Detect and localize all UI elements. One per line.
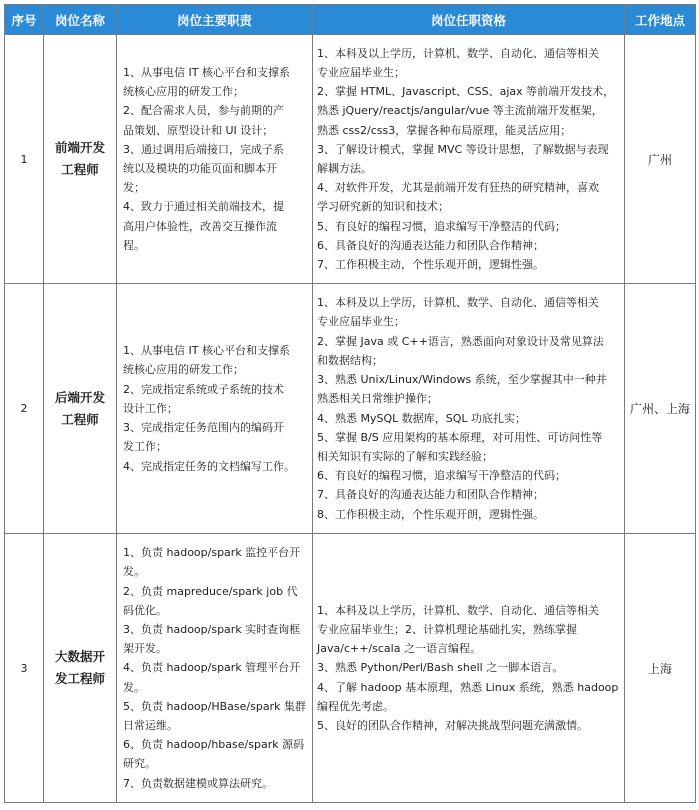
- qualification-line: 6、有良好的编程习惯，追求编写干净整洁的代码；: [317, 469, 566, 483]
- header-row: [5, 5, 696, 35]
- job-positions-table: [4, 4, 696, 803]
- responsibility-line: 3、负责 hadoop/spark 实时查询框: [123, 622, 301, 636]
- qualifications-cell: [313, 534, 625, 803]
- qualification-line: 4、对软件开发，尤其是前端开发有狂热的研究精神，喜欢: [317, 181, 599, 195]
- position-name-line: 后端开发: [54, 389, 105, 405]
- position-name: [44, 534, 117, 803]
- qualification-line: 和数据结构；: [317, 353, 383, 367]
- qualification-line: 1、本科及以上学历，计算机、数学、自动化、通信等相关: [317, 46, 599, 60]
- qualification-line: 2、掌握 Java 或 C++语言，熟悉面向对象设计及常见算法: [317, 334, 604, 348]
- position-name: [44, 284, 117, 534]
- row-serial-number: 2: [5, 284, 44, 534]
- work-location: 广州、上海: [625, 284, 696, 534]
- responsibility-line: 2、负责 mapreduce/spark job 代: [123, 584, 298, 598]
- responsibility-line: 4、致力于通过相关前端技术，提: [123, 200, 284, 214]
- row-serial-number: 1: [5, 35, 44, 284]
- responsibility-line: 统核心应用的研发工作；: [123, 363, 244, 377]
- table-row: [5, 284, 696, 534]
- work-location: 广州: [625, 35, 696, 284]
- responsibility-line: 1、负责 hadoop/spark 监控平台开: [123, 546, 301, 560]
- responsibility-line: 4、完成指定任务的文档编写工作。: [123, 459, 295, 473]
- work-location: 上海: [625, 534, 696, 803]
- responsibility-line: 统核心应用的研发工作；: [123, 85, 244, 99]
- responsibility-line: 发。: [123, 565, 145, 579]
- qualification-line: 5、掌握 B/S 应用架构的基本原理，对可用性、可访问性等: [317, 430, 603, 444]
- responsibility-line: 1、从事电信 IT 核心平台和支撑系: [123, 65, 290, 79]
- qualification-line: 专业应届毕业生；: [317, 315, 405, 329]
- header-serial: 序号: [5, 5, 44, 35]
- responsibility-line: 7、负责数据建模或算法研究。: [123, 776, 273, 790]
- qualification-line: 4、了解 hadoop 基本原理，熟悉 Linux 系统，熟悉 hadoop: [317, 680, 619, 694]
- responsibility-line: 5、负责 hadoop/HBase/spark 集群: [123, 699, 306, 713]
- responsibility-line: 程。: [123, 238, 145, 252]
- job-table-wrapper: [4, 4, 695, 803]
- position-name-line: 前端开发: [54, 140, 105, 155]
- qualification-line: 4、熟悉 MySQL 数据库，SQL 功底扎实；: [317, 411, 527, 425]
- qualification-line: 专业应届毕业生；2、计算机理论基础扎实，熟练掌握: [317, 622, 577, 636]
- qualifications-cell: [313, 35, 625, 284]
- responsibility-line: 2、配合需求人员，参与前期的产: [123, 104, 284, 118]
- responsibility-line: 架开发。: [123, 642, 167, 656]
- qualification-line: 7、具备良好的沟通表达能力和团队合作精神；: [317, 488, 544, 502]
- qualification-line: 熟悉 css2/css3，掌握各种布局原理，能灵活应用；: [317, 123, 572, 137]
- responsibility-line: 6、负责 hadoop/hbase/spark 源码: [123, 738, 305, 752]
- header-qualifications: 岗位任职资格: [313, 5, 625, 35]
- qualification-line: 编程优先考虑。: [317, 699, 394, 713]
- qualification-line: 2、掌握 HTML、Javascript、CSS、ajax 等前端开发技术，: [317, 85, 615, 99]
- header-position-name: 岗位名称: [44, 5, 117, 35]
- responsibility-line: 高用户体验性，改善交互操作流: [123, 219, 277, 233]
- qualification-line: 学习研究新的知识和技术；: [317, 200, 449, 214]
- responsibility-line: 研究。: [123, 757, 156, 771]
- qualification-line: 3、熟悉 Unix/Linux/Windows 系统，至少掌握其中一种并: [317, 373, 607, 387]
- qualification-line: 熟悉相关日常维护操作；: [317, 392, 438, 406]
- qualification-line: 5、有良好的编程习惯，追求编写干净整洁的代码；: [317, 219, 566, 233]
- responsibility-line: 4、负责 hadoop/spark 管理平台开: [123, 661, 301, 675]
- row-serial-number: 3: [5, 534, 44, 803]
- qualification-line: 6、具备良好的沟通表达能力和团队合作精神；: [317, 238, 544, 252]
- responsibility-line: 3、通过调用后端接口，完成子系: [123, 142, 284, 156]
- table-row: [5, 35, 696, 284]
- responsibility-line: 1、从事电信 IT 核心平台和支撑系: [123, 344, 290, 358]
- responsibilities-cell: [117, 284, 313, 534]
- qualification-line: 1、本科及以上学历，计算机、数学、自动化、通信等相关: [317, 296, 599, 310]
- table-row: [5, 534, 696, 803]
- responsibility-line: 发。: [123, 680, 145, 694]
- responsibilities-cell: [117, 35, 313, 284]
- responsibility-line: 发；: [123, 181, 145, 195]
- position-name-line: 大数据开: [54, 649, 105, 664]
- position-name-line: 工程师: [61, 411, 99, 427]
- responsibility-line: 设计工作；: [123, 401, 178, 415]
- qualification-line: 3、熟悉 Python/Perl/Bash shell 之一脚本语言。: [317, 661, 564, 675]
- qualification-line: 7、工作积极主动，个性乐观开朗，逻辑性强。: [317, 258, 544, 272]
- position-name: [44, 35, 117, 284]
- header-responsibilities: 岗位主要职责: [117, 5, 313, 35]
- responsibility-line: 3、完成指定任务范围内的编码开: [123, 421, 284, 435]
- header-location: 工作地点: [625, 5, 696, 35]
- qualification-line: 3、了解设计模式，掌握 MVC 等设计思想，了解数据与表现: [317, 142, 609, 156]
- responsibility-line: 日常运维。: [123, 719, 178, 732]
- responsibility-line: 品策划、原型设计和 UI 设计；: [123, 123, 274, 137]
- position-name-line: 工程师: [61, 162, 99, 177]
- qualification-line: Java/c++/scala 之一语言编程。: [317, 642, 481, 656]
- responsibilities-cell: [117, 534, 313, 803]
- responsibility-line: 统以及模块的功能页面和脚本开: [123, 162, 277, 175]
- qualifications-cell: [313, 284, 625, 534]
- qualification-line: 解耦方法。: [317, 162, 372, 175]
- qualification-line: 相关知识有实际的了解和实践经验；: [317, 449, 493, 463]
- qualification-line: 8、工作积极主动，个性乐观开朗，逻辑性强。: [317, 507, 544, 521]
- qualification-line: 专业应届毕业生；: [317, 65, 405, 79]
- responsibility-line: 2、完成指定系统或子系统的技术: [123, 382, 284, 396]
- position-name-line: 发工程师: [54, 671, 105, 686]
- qualification-line: 1、本科及以上学历，计算机、数学、自动化、通信等相关: [317, 603, 599, 617]
- qualification-line: 5、良好的团队合作精神，对解决挑战型问题充满激情。: [317, 719, 588, 732]
- responsibility-line: 发工作；: [123, 440, 167, 454]
- responsibility-line: 码优化。: [123, 603, 167, 617]
- qualification-line: 熟悉 jQuery/reactjs/angular/vue 等主流前端开发框架，: [317, 104, 603, 118]
